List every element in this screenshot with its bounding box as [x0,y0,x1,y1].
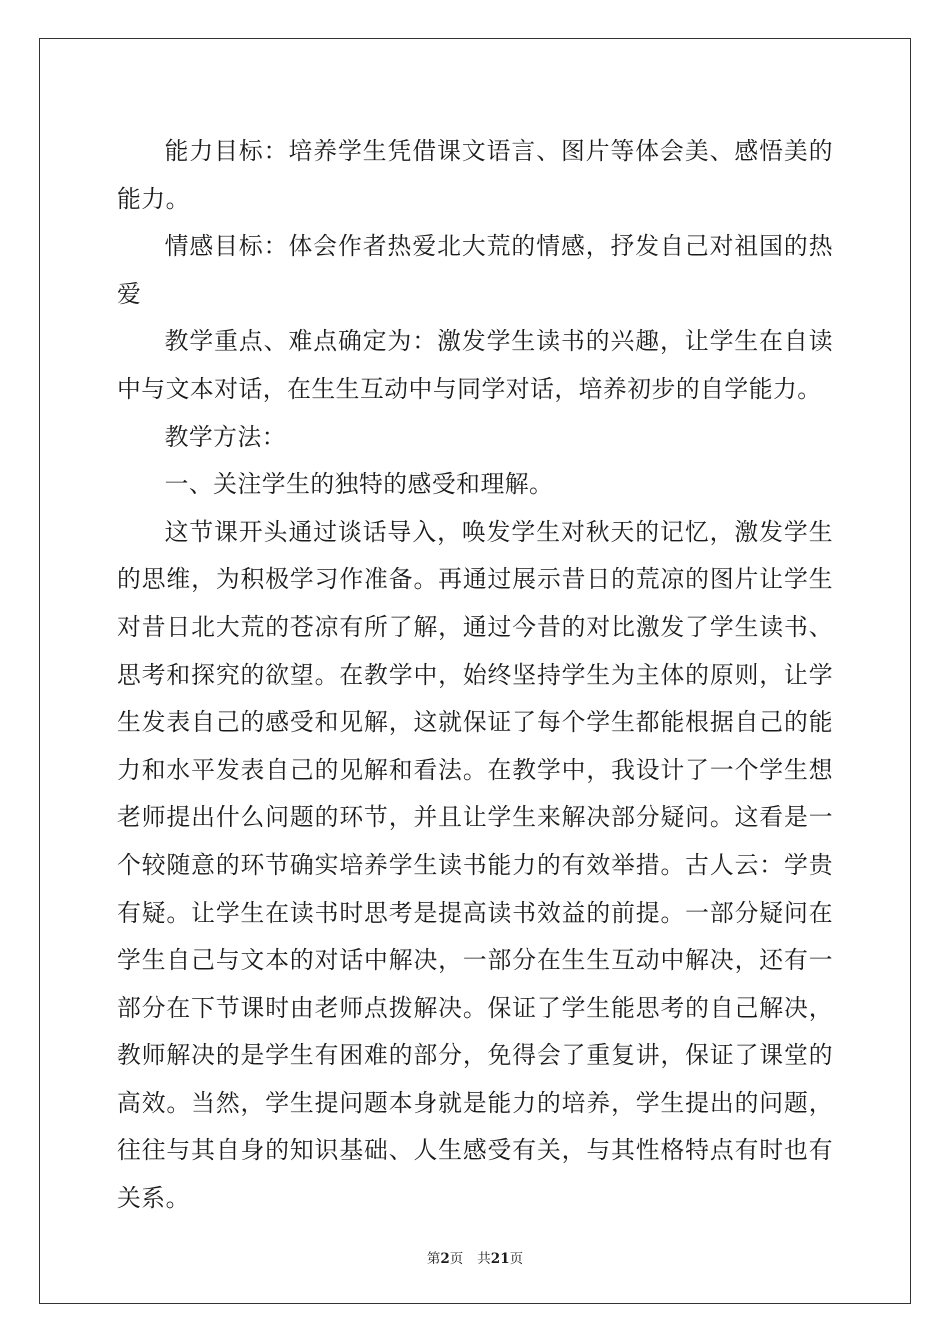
paragraph-emotion-goal: 情感目标：体会作者热爱北大荒的情感，抒发自己对祖国的热爱 [117,232,833,308]
footer-page-suffix: 页 [449,1251,464,1267]
document-body [117,128,833,1223]
paragraph-section-one-heading: 一、关注学生的独特的感受和理解。 [164,470,554,499]
footer-page-prefix: 第 [426,1251,441,1267]
footer-total-prefix: 共 [477,1251,491,1267]
page-footer [0,1247,950,1267]
footer-page-number: 2 [440,1251,450,1267]
paragraph-method-heading: 教学方法： [164,422,287,451]
footer-total-pages: 21 [490,1251,510,1267]
paragraph-lesson-reflection: 这节课开头通过谈话导入，唤发学生对秋天的记忆，激发学生的思维，为积极学习作准备。再通过展示昔日的荒凉的图片让学生对昔日北大荒的苍凉有所了解，通过今昔的对比激发了学生读书、思考和探究的欲望。在教学中，始终坚持学生为主体的原则，让学生发表自己的感受和见解，这就保证了每个学生都能根据自己的能力和水平发表自己的见解和看法。在教学中，我设计了一个学生想老师提出什么问题的环节，并且让学生来解决部分疑问。这看是一个较随意的环节确实培养学生读书能力的有效举措。古人云：学贵有疑。让学生在读书时思考是提高读书效益的前提。一部分疑问在学生自己与文本的对话中解决，一部分在生生互动中解决，还有一部分在下节课时由老师点拨解决。保证了学生能思考的自己解决，教师解决的是学生有困难的部分，免得会了重复讲，保证了课堂的高效。当然，学生提问题本身就是能力的培养，学生提出的问题，往往与其自身的知识基础、人生感受有关，与其性格特点有时也有关系。 [117,517,833,1213]
paragraph-ability-goal: 能力目标：培养学生凭借课文语言、图片等体会美、感悟美的能力。 [117,137,833,213]
paragraph-key-points: 教学重点、难点确定为：激发学生读书的兴趣，让学生在自读中与文本对话，在生生互动中与同学对话，培养初步的自学能力。 [117,327,833,403]
footer-total-suffix: 页 [509,1251,524,1267]
